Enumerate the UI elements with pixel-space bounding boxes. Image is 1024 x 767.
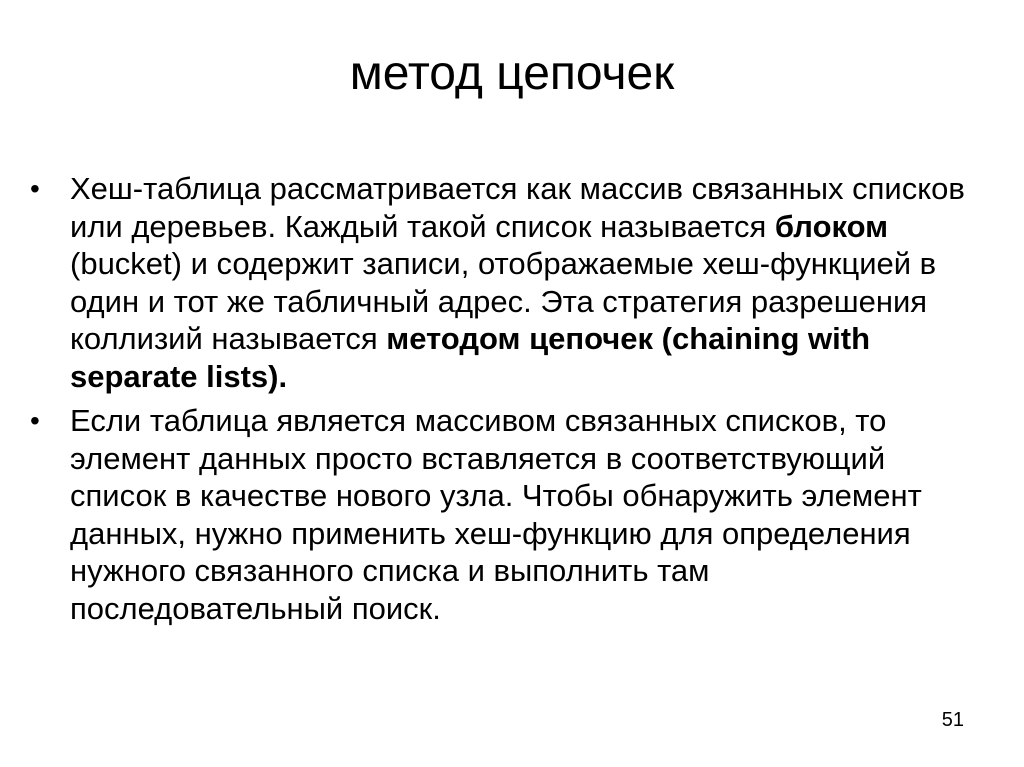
bullet-list (30, 170, 990, 634)
bullet-icon: • (30, 173, 40, 204)
slide-title: метод цепочек (349, 47, 675, 100)
bullet-icon: • (30, 405, 40, 436)
bullet-text (70, 403, 922, 626)
text-segment: Если таблица является массивом связанных списков, то элемент данных просто вставляется в соответствующий список в качестве нового узла. Чтобы обнаружить элемент данных, нужно применить хеш-функцию для определения нужного связанного списка и выполнить там последовательный поиск. (70, 403, 922, 626)
bold-term: методом цепочек (chaining with separate lists) (70, 321, 871, 394)
bold-term: блоком (774, 208, 889, 244)
bullet-item (30, 170, 990, 395)
text-segment: Хеш-таблица рассматривается как массив связанных списков или деревьев. Каждый такой список называется (70, 171, 965, 244)
bullet-item (30, 402, 990, 627)
text-segment: . (278, 358, 288, 394)
bullet-text (70, 171, 965, 394)
text-segment: (bucket) и содержит записи, отображаемые хеш-функцией в один и тот же табличный адрес. Эта стратегия разрешения коллизий называется (70, 246, 937, 356)
page-number: 51 (941, 709, 964, 731)
